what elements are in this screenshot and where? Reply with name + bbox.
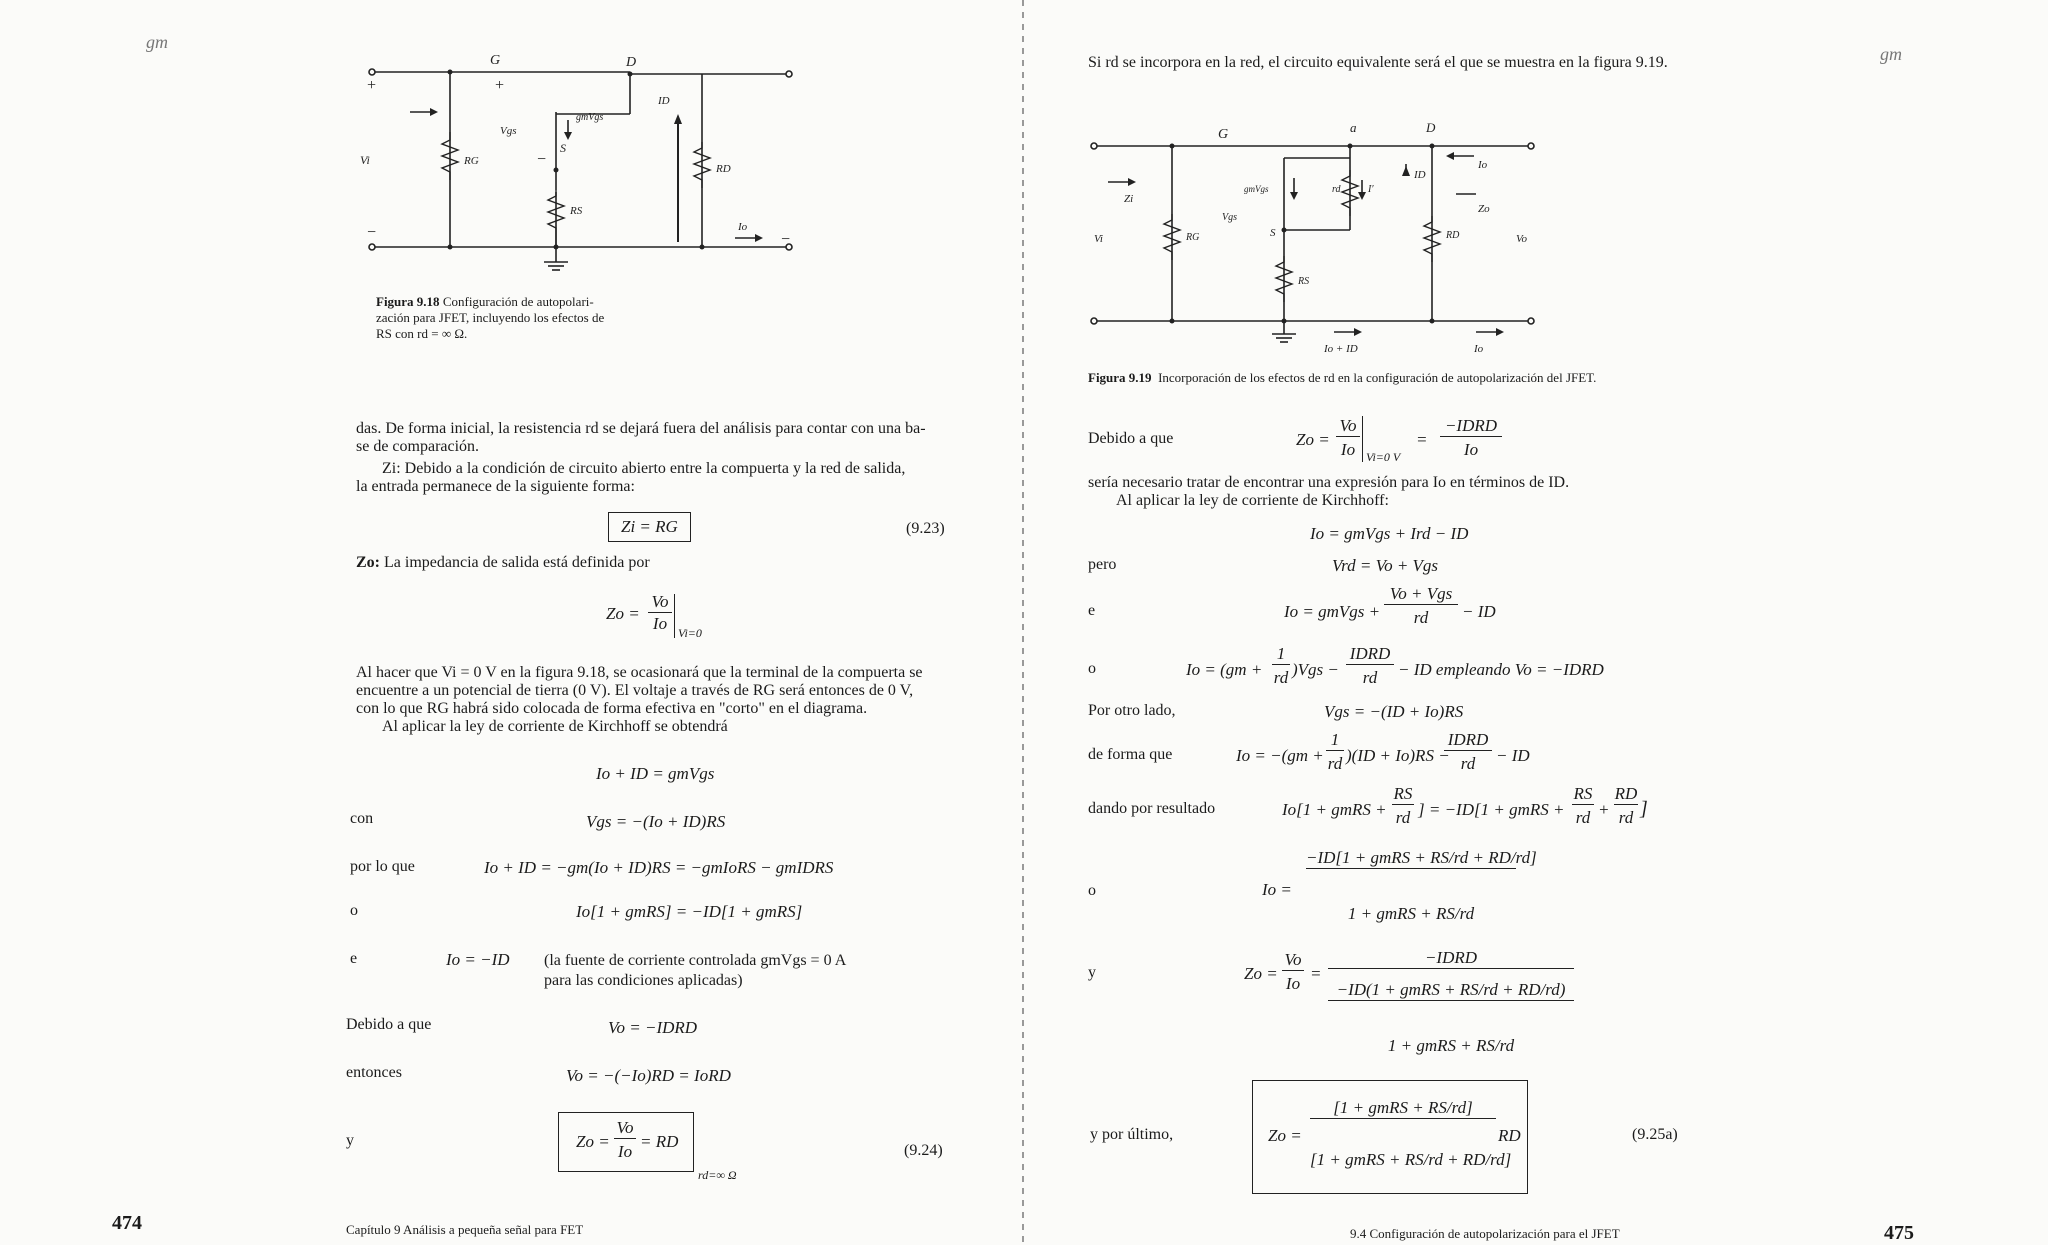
fig18-label-RD: RD: [716, 163, 731, 175]
caption-line-2: zación para JFET, incluyendo los efectos de: [376, 310, 605, 325]
eqg-d2: rd: [1460, 754, 1476, 773]
eqh-d2: rd: [1575, 808, 1591, 827]
figure-9-19-caption: [1088, 370, 1596, 386]
fig19-label-RG: RG: [1186, 232, 1200, 243]
eqh-b: ] = −ID[1 + gmRS +: [1418, 800, 1565, 819]
equation-c: Vrd = Vo + Vgs: [1332, 556, 1439, 575]
eqh-n2: RS: [1573, 784, 1593, 803]
word-con: con: [350, 810, 374, 827]
equation-9-25a-label: (9.25a): [1632, 1126, 1678, 1143]
equation-factored: Io[1 + gmRS] = −ID[1 + gmRS]: [576, 902, 803, 921]
fig19-label-RD: RD: [1446, 230, 1460, 241]
paragraph-2-line-2: la entrada permanece de la siguiente forma:: [356, 478, 635, 495]
eqa-eq: =: [1416, 430, 1428, 449]
page-fold: [1022, 0, 1024, 1244]
equation-vo: Vo = −IDRD: [608, 1018, 698, 1037]
eqh-n1: RS: [1393, 784, 1413, 803]
eqa-lhs: Zo =: [1296, 430, 1330, 449]
fig19-label-Vo: Vo: [1516, 233, 1527, 245]
word-por-lo-que: por lo que: [350, 858, 415, 875]
eqh-n3: RD: [1614, 784, 1638, 803]
eqa-rhs-den: Io: [1463, 440, 1479, 459]
zo-def-den: Io: [652, 614, 668, 633]
fig18-label-Vgs: Vgs: [500, 125, 517, 137]
equation-b: Io = gmVgs + Ird − ID: [1310, 524, 1469, 543]
eqd-den: rd: [1413, 608, 1429, 627]
eqa-den: Io: [1340, 440, 1356, 459]
paragraph-3-line-4: Al aplicar la ley de corriente de Kirchhoff se obtendrá: [382, 718, 728, 735]
eqh-d1: rd: [1395, 808, 1411, 827]
paragraph-3-line-2: encuentre a un potencial de tierra (0 V). El voltaje a través de RG será entonces de 0 V,: [356, 682, 914, 699]
eqj-n0: Vo: [1282, 950, 1304, 971]
footer-left: Capítulo 9 Análisis a pequeña señal para FET: [346, 1222, 584, 1237]
caption-title: Figura 9.19: [1088, 370, 1152, 385]
eqe-lhs: Io = (gm +: [1186, 660, 1263, 679]
zo-head: Zo:: [356, 554, 380, 571]
equation-vo-io: Vo = −(−Io)RD = IoRD: [566, 1066, 731, 1085]
eqh-a: Io[1 + gmRS +: [1282, 800, 1387, 819]
equation-io-id: Io = −ID: [446, 950, 510, 969]
eqa-cond: Vi=0 V: [1366, 450, 1401, 464]
word-dando: dando por resultado: [1088, 800, 1216, 817]
eqg-lhs: Io = −(gm +: [1236, 746, 1324, 765]
fig19-label-Zi: Zi: [1124, 193, 1134, 205]
eqg-mid: )(ID + Io)RS −: [1346, 746, 1450, 765]
eq924-num: Vo: [614, 1118, 636, 1139]
eq924-lhs: Zo =: [576, 1132, 610, 1151]
word-pero: pero: [1088, 556, 1117, 573]
zo-heading: [356, 554, 650, 572]
equation-f: Vgs = −(ID + Io)RS: [1324, 702, 1464, 721]
caption-text: Incorporación de los efectos de rd en la configuración de autopolarización del JFET.: [1158, 370, 1597, 385]
word-e-r: e: [1088, 602, 1096, 619]
fig19-label-Vi: Vi: [1094, 233, 1103, 245]
eqg-d1: rd: [1327, 754, 1343, 773]
fig18-minus-in: −: [366, 224, 377, 241]
caption-line-1: Configuración de autopolari-: [442, 294, 594, 309]
fig19-label-Zo: Zo: [1478, 203, 1490, 215]
eqh-d3: rd: [1618, 808, 1634, 827]
eqd-tail: − ID: [1462, 602, 1496, 621]
fig18-label-Vi: Vi: [360, 153, 370, 167]
fig18-label-G: G: [490, 53, 501, 68]
fig19-label-IoID: Io + ID: [1324, 343, 1358, 355]
paragraph-3-line-1: Al hacer que Vi = 0 V en la figura 9.18, se ocasionará que la terminal de la compuerta se: [356, 664, 923, 681]
eqe-n1: 1: [1272, 644, 1290, 665]
eqj-den-bot: 1 + gmRS + RS/rd: [1387, 1036, 1515, 1055]
eqh-plus: +: [1598, 800, 1610, 819]
caption-title: Figura 9.18: [376, 294, 440, 309]
equation-expand: Io + ID = −gm(Io + ID)RS = −gmIoRS − gmIDRS: [484, 858, 834, 877]
intro-text: Si rd se incorpora en la red, el circuito equivalente será el que se muestra en la figura 9.19.: [1088, 54, 1668, 71]
equation-9-24-label: (9.24): [904, 1142, 943, 1159]
corner-mark-left: gm: [146, 32, 168, 52]
fig19-label-D: D: [1426, 120, 1436, 135]
zo-def-cond: Vi=0: [678, 626, 702, 640]
eqe-mid: )Vgs −: [1292, 660, 1339, 679]
footer-right: 9.4 Configuración de autopolarización para el JFET: [1350, 1226, 1620, 1241]
fig19-label-rd: rd: [1332, 184, 1341, 195]
eqj-eq: =: [1310, 964, 1322, 983]
eqi-lhs: Io =: [1262, 880, 1292, 899]
zo-def-num: Vo: [648, 592, 672, 613]
figure-9-18-circuit: [360, 52, 800, 292]
fig19-label-RS: RS: [1298, 276, 1310, 287]
eqi-den: 1 + gmRS + RS/rd: [1347, 904, 1475, 923]
eqi-num: −ID[1 + gmRS + RS/rd + RD/rd]: [1306, 848, 1537, 867]
fig19-label-Io-bot: Io: [1474, 343, 1484, 355]
eqk-num: [1 + gmRS + RS/rd]: [1310, 1098, 1496, 1119]
word-y-r: y: [1088, 964, 1096, 981]
eqj-lhs: Zo =: [1244, 964, 1278, 983]
eqk-lhs: Zo =: [1268, 1126, 1302, 1145]
eqa-rhs-num: −IDRD: [1440, 416, 1502, 437]
eqe-d1: rd: [1273, 668, 1289, 687]
eqe-n2: IDRD: [1346, 644, 1394, 665]
word-debido-r: Debido a que: [1088, 430, 1174, 447]
fig19-label-ID: ID: [1414, 169, 1426, 181]
page-number-left: 474: [112, 1212, 142, 1234]
word-o-r: o: [1088, 660, 1096, 677]
word-y-ultimo: y por último,: [1090, 1126, 1174, 1143]
paragraph-1-line-2: se de comparación.: [356, 438, 480, 455]
fig18-label-ID: ID: [658, 95, 670, 107]
fig18-label-S: S: [560, 141, 566, 155]
fig19-label-G: G: [1218, 127, 1229, 142]
equation-9-23: Zi = RG: [608, 512, 691, 542]
paragraph-r2: Al aplicar la ley de corriente de Kirchhoff:: [1116, 492, 1389, 509]
fig19-label-S: S: [1270, 227, 1276, 239]
eqj-num: −IDRD: [1328, 948, 1574, 969]
word-por-otro: Por otro lado,: [1088, 702, 1176, 719]
equation-9-23-label: (9.23): [906, 520, 945, 537]
fig19-label-a: a: [1350, 120, 1357, 135]
fig18-label-RG: RG: [464, 155, 479, 167]
fig19-label-Vgs: Vgs: [1222, 212, 1237, 223]
paragraph-r1: sería necesario tratar de encontrar una expresión para Io en términos de ID.: [1088, 474, 1570, 491]
word-o: o: [350, 902, 358, 919]
word-o2: o: [1088, 882, 1096, 899]
note-line-2: para las condiciones aplicadas): [544, 972, 743, 989]
eq924-rhs: = RD: [640, 1132, 679, 1151]
eqa-num: Vo: [1336, 416, 1360, 437]
word-entonces: entonces: [346, 1064, 402, 1081]
fig18-plus-in: +: [366, 77, 377, 94]
eqe-d2: rd: [1362, 668, 1378, 687]
figure-9-18-caption: [376, 294, 604, 342]
page-number-right: 475: [1884, 1222, 1914, 1244]
caption-line-3: RS con rd = ∞ Ω.: [376, 326, 468, 341]
fig18-minus-out: −: [780, 231, 791, 248]
equation-vgs: Vgs = −(Io + ID)RS: [586, 812, 726, 831]
eqd-num: Vo + Vgs: [1384, 584, 1458, 605]
note-line-1: (la fuente de corriente controlada gmVgs = 0 A: [544, 952, 847, 969]
eqg-n2: IDRD: [1444, 730, 1492, 751]
fig19-label-Io-top: Io: [1478, 159, 1488, 171]
fig19-label-Iprime: I′: [1368, 184, 1374, 195]
eqj-d0: Io: [1285, 974, 1301, 993]
word-y: y: [346, 1132, 354, 1149]
eqg-tail: − ID: [1496, 746, 1530, 765]
paragraph-2-line-1: Zi: Debido a la condición de circuito abierto entre la compuerta y la red de salida,: [382, 460, 906, 477]
figure-9-19-circuit: [1088, 116, 1538, 366]
equation-kirchhoff: Io + ID = gmVgs: [596, 764, 715, 783]
word-e: e: [350, 950, 358, 967]
fig18-minus-gate: −: [536, 151, 547, 168]
word-debido: Debido a que: [346, 1016, 432, 1033]
eqj-den-top: −ID(1 + gmRS + RS/rd + RD/rd): [1328, 980, 1574, 1001]
eqk-den: [1 + gmRS + RS/rd + RD/rd]: [1310, 1150, 1512, 1169]
word-de-forma: de forma que: [1088, 746, 1173, 763]
corner-mark-right: gm: [1880, 44, 1902, 64]
eqg-n1: 1: [1326, 730, 1344, 751]
eqe-tail: − ID empleando Vo = −IDRD: [1398, 660, 1604, 679]
eqh-end: ]: [1640, 798, 1648, 820]
eq924-cond: rd=∞ Ω: [698, 1168, 737, 1182]
zo-def-lhs: Zo =: [606, 604, 640, 623]
fig19-label-gmVgs: gmVgs: [1244, 184, 1269, 194]
fig18-plus-gate: +: [494, 77, 505, 94]
eq924-den: Io: [617, 1142, 633, 1161]
fig18-label-gmVgs: gmVgs: [576, 112, 604, 123]
paragraph-3-line-3: con lo que RG habrá sido colocada de forma efectiva en "corto" en el diagrama.: [356, 700, 868, 717]
paragraph-1-line-1: das. De forma inicial, la resistencia rd se dejará fuera del análisis para contar con una ba-: [356, 420, 926, 437]
eqk-tail: RD: [1498, 1126, 1521, 1145]
zo-text: La impedancia de salida está definida por: [384, 554, 650, 571]
fig18-label-Io: Io: [738, 221, 748, 233]
eqd-lhs: Io = gmVgs +: [1284, 602, 1381, 621]
fig18-label-D: D: [626, 55, 637, 70]
fig18-label-RS: RS: [570, 205, 583, 217]
